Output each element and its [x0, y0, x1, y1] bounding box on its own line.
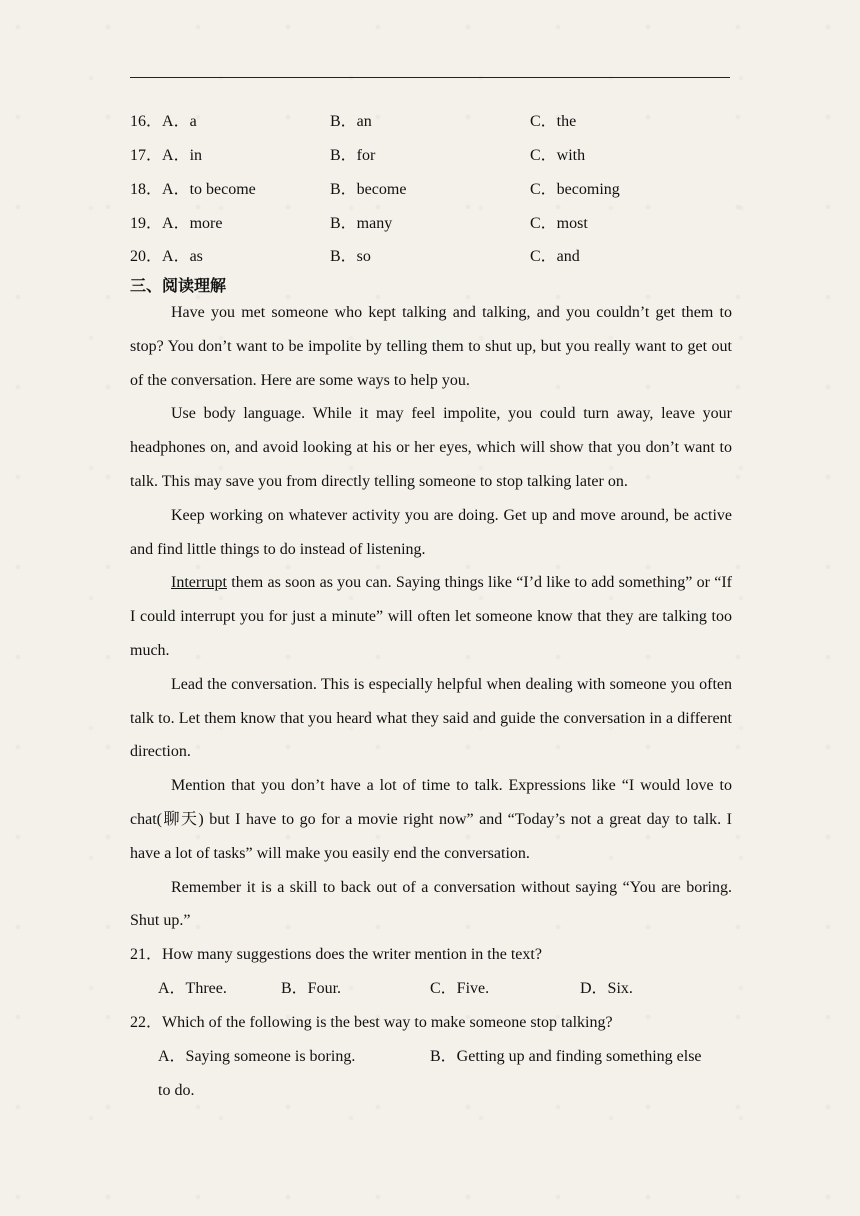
option-c: C．and	[530, 248, 580, 265]
q22-option-b: B．Getting up and finding something else	[430, 1048, 702, 1065]
q21-option-a: A．Three.	[158, 980, 227, 997]
option-c: C．becoming	[530, 181, 620, 198]
passage-paragraph-2: Use body language. While it may feel impolite, you could turn away, leave your headphones on, and avoid looking at his or her eyes, which will show that you don’t want to talk. This may save you from directly telling someone to stop talking later on.	[130, 405, 732, 490]
passage-paragraph-4	[130, 566, 732, 667]
option-a: A．more	[162, 215, 223, 232]
question-number: 18．	[130, 181, 163, 198]
option-a: A．to become	[162, 181, 256, 198]
option-row-19	[130, 212, 750, 236]
option-b: B．become	[330, 181, 407, 198]
paragraph-4-text: them as soon as you can. Saying things like “I’d like to add something” or “If I could interrupt you for just a minute” will often let someone know that they are talking too much.	[130, 574, 732, 659]
option-row-18	[130, 178, 750, 202]
question-22: 22．Which of the following is the best way to make someone stop talking?	[130, 1014, 613, 1031]
question-number: 19．	[130, 215, 163, 232]
q21-option-b: B．Four.	[281, 980, 342, 997]
option-row-20	[130, 245, 750, 269]
passage-paragraph-7: Remember it is a skill to back out of a conversation without saying “You are boring. Shut up.”	[130, 878, 732, 930]
option-c: C．the	[530, 113, 577, 130]
q21-option-d: D．Six.	[580, 980, 633, 997]
option-b: B．for	[330, 147, 376, 164]
question-21: 21．How many suggestions does the writer mention in the text?	[130, 946, 542, 963]
header-rule	[130, 77, 730, 78]
passage-paragraph-6: Mention that you don’t have a lot of time to talk. Expressions like “I would love to chat(聊天) but I have to go for a movie right now” and “Today’s not a great day to talk. I have a lot of tasks” will make you easily end the conversation.	[130, 777, 732, 862]
question-number: 16．	[130, 113, 163, 130]
option-row-17	[130, 144, 750, 168]
reading-passage	[130, 296, 732, 938]
option-a: A．a	[162, 113, 197, 130]
option-a: A．as	[162, 248, 203, 265]
question-number: 17．	[130, 147, 163, 164]
passage-paragraph-3: Keep working on whatever activity you are doing. Get up and move around, be active and find little things to do instead of listening.	[130, 506, 732, 558]
passage-paragraph-5: Lead the conversation. This is especially helpful when dealing with someone you often talk to. Let them know that you heard what they said and guide the conversation in a different direction.	[130, 675, 732, 761]
option-c: C．most	[530, 215, 588, 232]
underlined-word: Interrupt	[171, 574, 227, 592]
option-b: B．many	[330, 215, 393, 232]
question-number: 20．	[130, 248, 163, 265]
option-b: B．so	[330, 248, 371, 265]
q22-option-a: A．Saying someone is boring.	[158, 1048, 356, 1065]
option-a: A．in	[162, 147, 203, 164]
section-title: 三、阅读理解	[130, 276, 227, 295]
option-row-16	[130, 110, 750, 134]
passage-paragraph-1: Have you met someone who kept talking and talking, and you couldn’t get them to stop? You don’t want to be impolite by telling them to shut up, but you really want to get out of the conversation. Here are some ways to help you.	[130, 304, 732, 389]
option-b: B．an	[330, 113, 372, 130]
q22-option-b-continued: to do.	[158, 1082, 195, 1099]
option-c: C．with	[530, 147, 586, 164]
q21-option-c: C．Five.	[430, 980, 490, 997]
